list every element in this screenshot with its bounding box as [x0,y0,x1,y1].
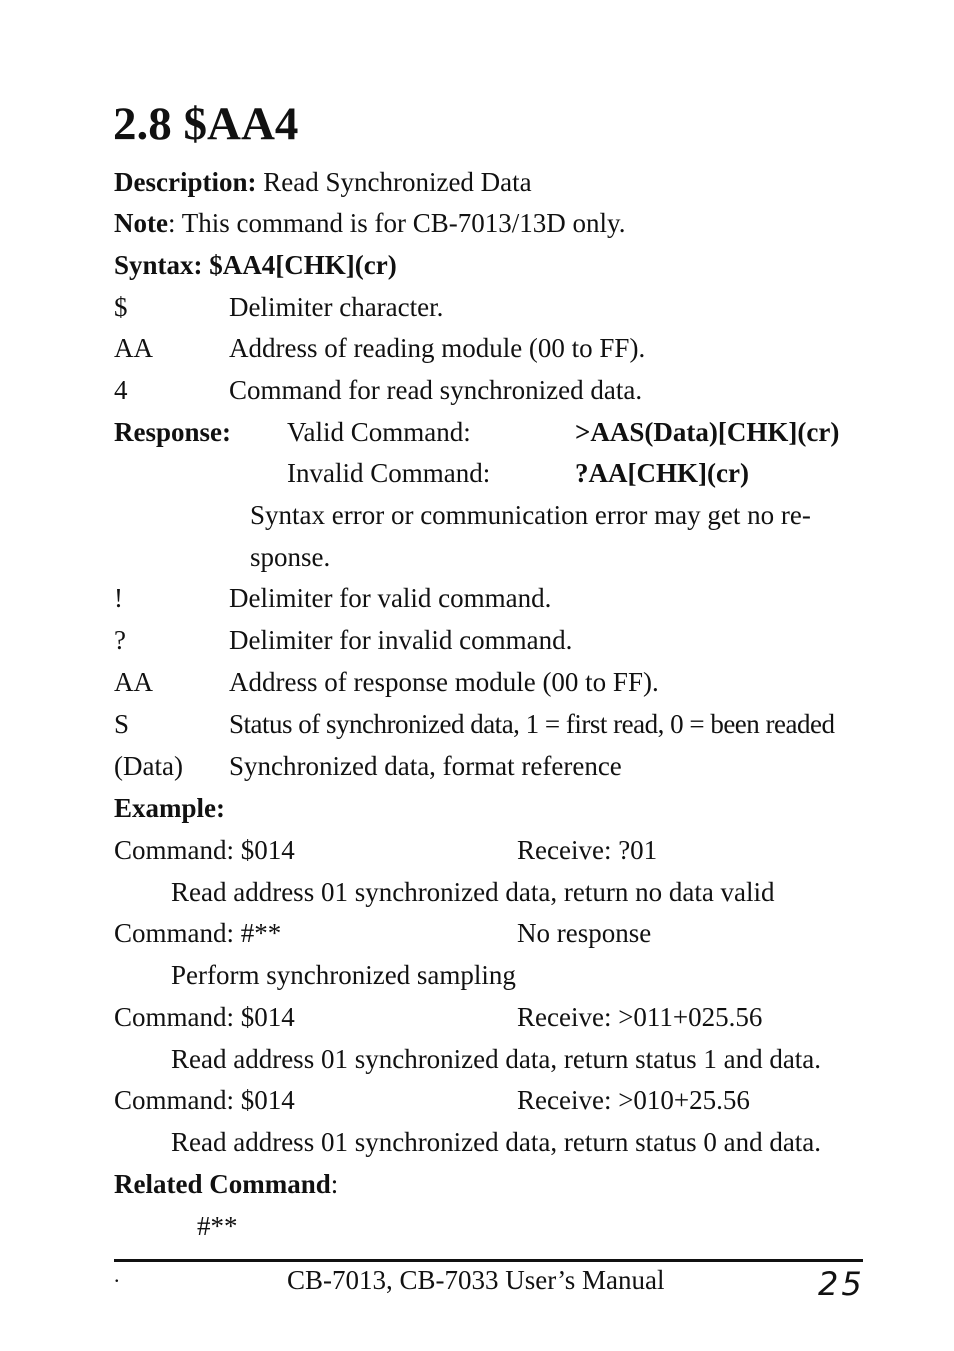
description-line [114,166,532,198]
footer-rule [114,1259,863,1262]
param-description: Address of reading module (00 to FF). [229,333,646,363]
example-result: Receive: >010+25.56 [517,1085,750,1115]
syntax-param-row [114,291,894,323]
valid-command-label: Valid Command: [287,417,471,447]
page-number: 25 [818,1265,865,1303]
response-param-row [114,708,894,740]
param-symbol: 4 [114,375,128,405]
invalid-command-label: Invalid Command: [287,458,491,488]
footer-manual-title: CB-7013, CB-7033 User’s Manual [287,1265,665,1295]
response-note-line-2: sponse. [250,542,331,572]
response-param-row [114,750,894,782]
syntax-param-row [114,332,894,364]
example-result: Receive: >011+025.56 [517,1002,763,1032]
related-command-item: #** [197,1211,238,1241]
description-label: Description: [114,167,257,197]
response-param-row [114,666,894,698]
syntax-line [114,249,397,281]
param-symbol: ! [114,583,123,613]
example-explanation: Perform synchronized sampling [171,960,516,990]
related-command-label: Related Command [114,1169,331,1199]
response-note-line-1: Syntax error or communication error may get no re- [250,500,811,530]
example-explanation: Read address 01 synchronized data, return status 0 and data. [171,1127,822,1157]
param-description: Address of response module (00 to FF). [229,667,659,697]
example-command: Command: $014 [114,1085,295,1115]
example-label: Example: [114,793,225,823]
related-command-line [114,1168,338,1200]
note-label: Note [114,208,168,238]
example-command: Command: #** [114,918,282,948]
example-result: No response [517,918,652,948]
response-label: Response: [114,417,232,447]
param-symbol: $ [114,292,128,322]
syntax-text: $AA4[CHK](cr) [202,250,397,280]
related-command-colon: : [330,1169,339,1199]
response-valid-row [114,416,874,448]
example-command-row [114,917,814,949]
param-symbol: (Data) [114,751,183,781]
param-symbol: AA [114,333,153,363]
response-param-row [114,624,894,656]
valid-command-value: >AAS(Data)[CHK](cr) [575,417,840,447]
syntax-param-row [114,374,894,406]
example-explanation: Read address 01 synchronized data, return no data valid [171,877,775,907]
param-description: Delimiter for valid command. [229,583,552,613]
example-result: Receive: ?01 [517,835,658,865]
note-line [114,207,625,239]
response-param-row [114,582,894,614]
example-command-row [114,1084,814,1116]
param-symbol: S [114,709,130,739]
section-heading: 2.8 $AA4 [113,98,299,150]
param-symbol: ? [114,625,126,655]
param-description: Delimiter character. [229,292,444,322]
param-description: Command for read synchronized data. [229,375,643,405]
example-command: Command: $014 [114,1002,295,1032]
example-explanation: Read address 01 synchronized data, return status 1 and data. [171,1044,822,1074]
invalid-command-value: ?AA[CHK](cr) [575,458,749,488]
syntax-label: Syntax: [114,250,203,280]
example-command: Command: $014 [114,835,295,865]
note-text: : This command is for CB-7013/13D only. [167,208,626,238]
param-description: Delimiter for invalid command. [229,625,573,655]
description-text: Read Synchronized Data [256,167,532,197]
example-command-row [114,834,814,866]
footer-dot: . [114,1262,120,1287]
param-description: Synchronized data, format reference [229,751,622,781]
param-description: Status of synchronized data, 1 = first read, 0 = been readed [229,709,835,739]
example-command-row [114,1001,814,1033]
param-symbol: AA [114,667,153,697]
